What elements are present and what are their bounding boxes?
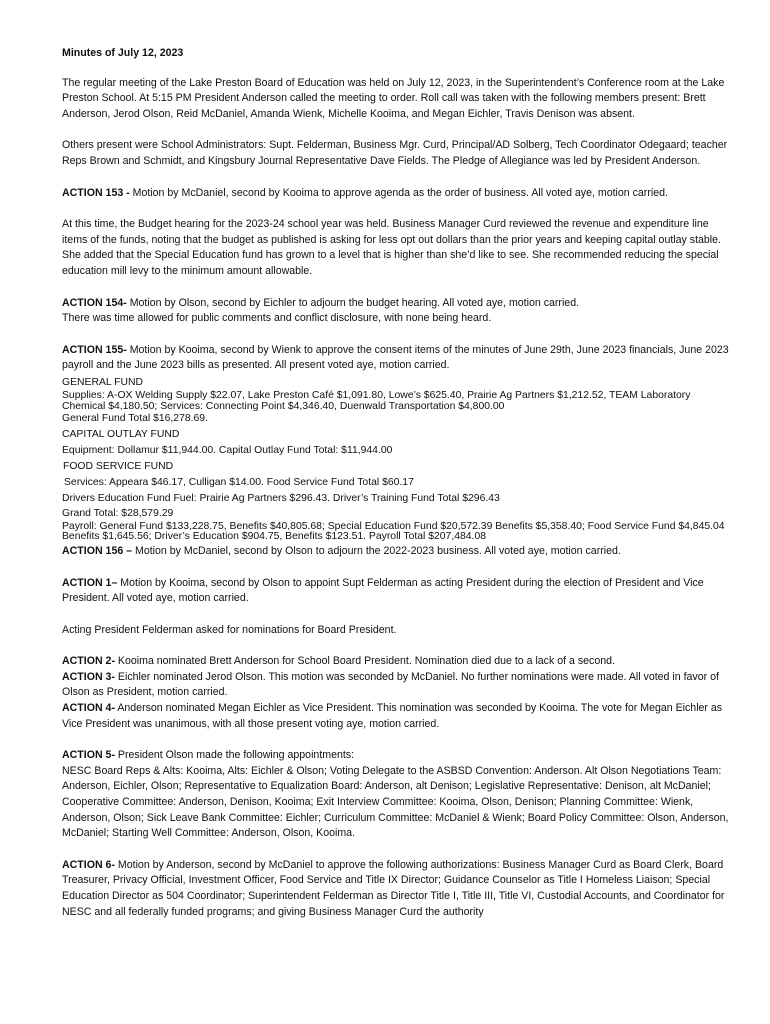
food-service-heading: FOOD SERVICE FUND xyxy=(63,460,174,472)
action-label: ACTION 4- xyxy=(62,702,115,715)
budget-hearing-paragraph: At this time, the Budget hearing for the 2023-24 school year was held. Business Manager Curd reviewed the revenue and expenditure line items of the funds, noting that the budget as published is asking for less opt out dollars than the prior years and keeping capital outlay stable. She added that the Special Education fund has grown to a level that is higher than she’d like to see. She recommended reducing the special education mill levy to the minimum amount allowable. xyxy=(62,218,721,277)
action-text: Eichler nominated Jerod Olson. This motion was seconded by McDaniel. No further nominations were made. All voted in favor of Olson as President, motion carried. xyxy=(62,670,719,699)
action-155 xyxy=(62,343,732,374)
general-fund-heading: GENERAL FUND xyxy=(62,376,144,388)
action-4 xyxy=(62,701,732,732)
action-text: Motion by Olson, second by Eichler to adjourn the budget hearing. All voted aye, motion carried. xyxy=(126,296,580,309)
action-label: ACTION 155- xyxy=(62,343,127,356)
action-text: Motion by Anderson, second by McDaniel to approve the following authorizations: Business Manager Curd as Board Clerk, Board Treasurer, Privacy Official, Investment Officer, Food Service and Title IX Director; Guidance Counselor as Title I Homeless Liaison; Special Education Director as 504 Coordinator; Superintendent Felderman as Director Title I, Title III, Title VI, Custodial Accounts, and Coordinator for NESC and all federally funded programs; and giving Business Manager Curd the authority xyxy=(62,858,725,918)
action-154 xyxy=(62,296,732,312)
action-1 xyxy=(62,576,732,607)
action-label: ACTION 2- xyxy=(62,655,115,668)
public-comments-text: There was time allowed for public comments and conflict disclosure, with none being heard. xyxy=(62,312,492,325)
action-text: Kooima nominated Brett Anderson for School Board President. Nomination died due to a lack of a second. xyxy=(114,655,615,668)
payroll-line: Payroll: General Fund $133,228.75, Benefits $40,805.68; Special Education Fund $20,572.39 Benefits $5,358.40; Food Service Fund $4,845.04 Benefits $1,645.56; Driver’s Education $904.75, Benefits $123.51. Payroll Total $207,484.08 xyxy=(62,520,725,543)
action-text: Motion by Kooima, second by Wienk to approve the consent items of the minutes of June 29th, June 2023 financials, June 2023 payroll and the June 2023 bills as presented. All present voted aye, motion carried. xyxy=(62,343,729,372)
action-156 xyxy=(62,544,732,560)
grand-total: Grand Total: $28,579.29 xyxy=(62,507,174,519)
action-label: ACTION 6- xyxy=(62,858,115,871)
action-text: Anderson nominated Megan Eichler as Vice President. This nomination was seconded by Kooima. The vote for Megan Eichler as Vice President was unanimous, with all those present voting aye, motion carried. xyxy=(62,702,723,730)
general-fund-total: General Fund Total $16,278.69. xyxy=(62,413,208,425)
drivers-education-fund: Drivers Education Fund Fuel: Prairie Ag Partners $296.43. Driver’s Training Fund Total $296.43 xyxy=(62,493,500,505)
action-text: Motion by McDaniel, second by Kooima to approve agenda as the order of business. All voted aye, motion carried. xyxy=(129,186,668,199)
action-text: Motion by Kooima, second by Olson to appoint Supt Felderman as acting President during the election of President and Vice President. All voted aye, motion carried. xyxy=(62,576,704,605)
action-6 xyxy=(62,858,732,920)
action-label: ACTION 154- xyxy=(62,296,127,309)
action-label: ACTION 3- xyxy=(62,670,115,683)
intro-paragraph: The regular meeting of the Lake Preston Board of Education was held on July 12, 2023, in the Superintendent’s Conference room at the Lake Preston School. At 5:15 PM President Anderson called the meeting to order. Roll call was taken with the following members present: Brett Anderson, Jerod Olson, Reid McDaniel, Amanda Wienk, Michelle Kooima, and Megan Eichler, Travis Denison was absent. xyxy=(62,76,725,120)
action-154-block xyxy=(62,296,732,327)
nominations-text: Acting President Felderman asked for nominations for Board President. xyxy=(62,623,397,636)
action-label: ACTION 5- xyxy=(62,749,115,762)
fund-listing xyxy=(62,376,732,543)
appointments-list: NESC Board Reps & Alts: Kooima, Alts: Eichler & Olson; Voting Delegate to the ASBSD Convention: Anderson. Alt Olson Negotiations Team: Anderson, Eichler, Olson; Representative to Equalization Board: Anderson, alt Denison; Legislative Representative: Denison, alt McDaniel; Cooperative Committee: Anderson, Denison, Kooima; Exit Interview Committee: Kooima, Olson, Denison; Planning Committee: Wienk, Anderson, Olson; Sick Leave Bank Committee: Eichler; Curriculum Committee: McDaniel & Wienk; Board Policy Committee: Olson, Anderson, McDaniel; Starting Well Committee: Anderson, Olson, Kooima. xyxy=(62,764,729,840)
document-title: Minutes of July 12, 2023 xyxy=(62,47,184,59)
action-text: Motion by McDaniel, second by Olson to adjourn the 2022-2023 business. All voted aye, motion carried. xyxy=(132,544,621,557)
appointments-block xyxy=(62,748,732,842)
capital-outlay-equipment: Equipment: Dollamur $11,944.00. Capital Outlay Fund Total: $11,944.00 xyxy=(62,444,393,456)
minutes-document xyxy=(62,46,732,936)
action-text: President Olson made the following appointments: xyxy=(114,749,355,762)
action-153 xyxy=(62,186,732,202)
action-2 xyxy=(62,654,732,670)
general-fund-supplies: Supplies: A-OX Welding Supply $22.07, Lake Preston Café $1,091.80, Lowe’s $625.40, Prairie Ag Partners $1,212.52, TEAM Laboratory Chemical $4,180.50; Services: Connecting Point $4,346.40, Duenwald Transportation $4,800.00 xyxy=(62,390,691,412)
others-present-paragraph: Others present were School Administrators: Supt. Felderman, Business Mgr. Curd, Principal/AD Solberg, Tech Coordinator Odegaard; teacher Reps Brown and Schmidt, and Kingsbury Journal Representative Dave Fields. The Pledge of Allegiance was led by President Anderson. xyxy=(62,139,728,167)
action-label: ACTION 153 - xyxy=(62,186,130,199)
elections-block xyxy=(62,654,732,732)
food-service-services: Services: Appeara $46.17, Culligan $14.00. Food Service Fund Total $60.17 xyxy=(64,477,414,489)
action-3 xyxy=(62,670,732,701)
action-5 xyxy=(62,748,732,764)
action-label: ACTION 156 – xyxy=(62,544,133,557)
capital-outlay-heading: CAPITAL OUTLAY FUND xyxy=(62,428,180,440)
action-label: ACTION 1– xyxy=(62,576,118,589)
